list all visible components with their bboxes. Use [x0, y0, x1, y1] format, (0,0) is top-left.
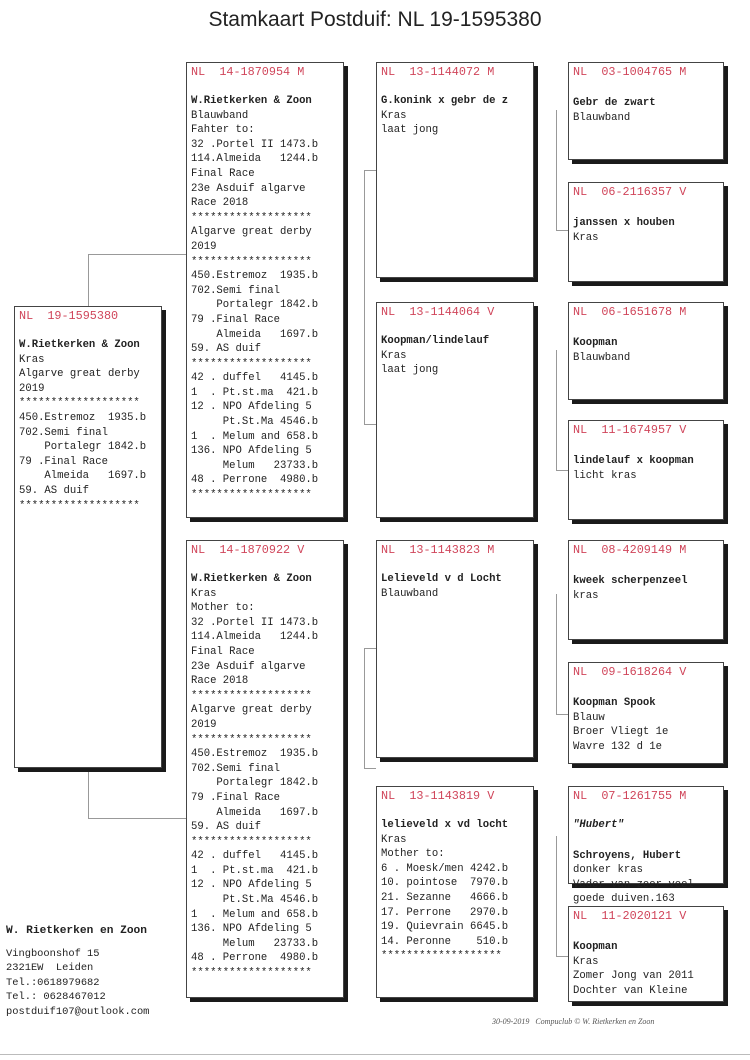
card-line: Mother to: — [381, 848, 445, 861]
nickname: "Hubert" — [573, 819, 624, 831]
card-line: ******************* — [381, 950, 502, 963]
card-line: 702.Semi final — [191, 762, 281, 775]
card-line: Wavre 132 d 1e — [573, 740, 663, 753]
connector — [556, 956, 568, 957]
card-line: 450.Estremoz 1935.b — [191, 748, 319, 761]
card-line: 1 . Melum and 658.b — [191, 430, 319, 443]
card-line: ******************* — [191, 489, 312, 502]
card-line: Kras — [381, 833, 407, 846]
card-line: Mother to: — [191, 602, 255, 615]
card-line: Portalegr 1842.b — [19, 441, 147, 454]
ring-number: NL 03-1004765 M — [573, 65, 687, 79]
connector — [556, 714, 568, 715]
pigeon-card-mother — [186, 540, 344, 998]
ring-number: NL 06-2116357 V — [573, 185, 687, 199]
card-line: 114.Almeida 1244.b — [191, 153, 319, 166]
card-line: Race 2018 — [191, 197, 249, 210]
pigeon-card-fmm — [568, 420, 724, 520]
connector — [364, 424, 376, 425]
card-line: 12 . NPO Afdeling 5 — [191, 401, 312, 414]
card-line: 32 .Portel II 1473.b — [191, 138, 319, 151]
pigeon-card-mf — [376, 540, 534, 758]
owner-name: Koopman — [573, 941, 618, 953]
card-line: Almeida 1697.b — [19, 470, 147, 483]
owner-name: kweek scherpenzeel — [573, 575, 688, 587]
card-line: ******************* — [191, 733, 312, 746]
connector — [88, 254, 89, 310]
card-line: 136. NPO Afdeling 5 — [191, 923, 312, 936]
pigeon-card-mmm — [568, 906, 724, 1002]
card-line: Melum 23733.b — [191, 459, 319, 472]
card-line: goede duiven.163 — [573, 893, 675, 906]
breeder-email: postduif107@outlook.com — [6, 1005, 150, 1018]
card-line: Melum 23733.b — [191, 937, 319, 950]
card-line: Kras — [381, 109, 407, 122]
card-line: Kras — [191, 587, 217, 600]
pigeon-card-mm — [376, 786, 534, 998]
page-title: Stamkaart Postduif: NL 19-1595380 — [208, 8, 542, 31]
card-line: 23e Asduif algarve — [191, 660, 306, 673]
card-line: Blauw — [573, 711, 605, 724]
breeder-street: Vingboonshof 15 — [6, 947, 100, 960]
card-line: 1 . Pt.st.ma 421.b — [191, 864, 319, 877]
card-line: 48 . Perrone 4980.b — [191, 474, 319, 487]
connector — [556, 470, 568, 471]
ring-number: NL 06-1651678 M — [573, 305, 687, 319]
pigeon-card-subject — [14, 306, 162, 768]
card-line: ******************* — [191, 835, 312, 848]
connector — [364, 768, 376, 769]
connector — [556, 350, 557, 470]
card-line: 1 . Melum and 658.b — [191, 908, 319, 921]
connector — [556, 836, 557, 956]
breeder-name: W. Rietkerken en Zoon — [6, 925, 147, 937]
pigeon-card-mff — [568, 540, 724, 640]
card-line: 450.Estremoz 1935.b — [191, 270, 319, 283]
pigeon-card-ffm — [568, 182, 724, 282]
card-line: Kras — [19, 353, 45, 366]
card-line: ******************* — [191, 967, 312, 980]
card-line: 2019 — [191, 718, 217, 731]
pigeon-card-father — [186, 62, 344, 518]
card-line: Blauwband — [573, 111, 631, 124]
ring-number: NL 13-1144072 M — [381, 65, 495, 79]
card-line: Almeida 1697.b — [191, 806, 319, 819]
card-line: 19. Quievrain 6645.b — [381, 921, 509, 934]
owner-name: lindelauf x koopman — [573, 455, 694, 467]
owner-name: W.Rietkerken & Zoon — [19, 339, 140, 351]
breeder-address — [6, 924, 149, 1020]
owner-name: Koopman/lindelauf — [381, 335, 490, 347]
card-line: 702.Semi final — [191, 284, 281, 297]
card-line: 59. AS duif — [191, 343, 261, 356]
card-line: Blauwband — [381, 587, 439, 600]
owner-name: W.Rietkerken & Zoon — [191, 95, 312, 107]
card-line: ******************* — [191, 689, 312, 702]
pigeon-card-fff — [568, 62, 724, 160]
owner-name: G.konink x gebr de z — [381, 95, 509, 107]
ring-number: NL 14-1870922 V — [191, 543, 305, 557]
card-line: Blauwband — [573, 351, 631, 364]
card-line: laat jong — [381, 364, 439, 377]
ring-number: NL 07-1261755 M — [573, 789, 687, 803]
card-line: 42 . duffel 4145.b — [191, 372, 319, 385]
card-line: 42 . duffel 4145.b — [191, 850, 319, 863]
bottom-divider — [0, 1054, 750, 1055]
card-line: Almeida 1697.b — [191, 328, 319, 341]
card-line: Dochter van Kleine — [573, 984, 688, 997]
card-line: Portalegr 1842.b — [191, 777, 319, 790]
connector — [364, 170, 376, 171]
card-line: Broer Vliegt 1e — [573, 726, 669, 739]
card-line: ******************* — [191, 211, 312, 224]
card-line: 450.Estremoz 1935.b — [19, 411, 147, 424]
owner-name: Koopman — [573, 337, 618, 349]
connector — [556, 230, 568, 231]
card-line: laat jong — [381, 124, 439, 137]
owner-name: Koopman Spook — [573, 697, 656, 709]
card-line: 17. Perrone 2970.b — [381, 906, 509, 919]
card-line: 136. NPO Afdeling 5 — [191, 445, 312, 458]
ring-number: NL 08-4209149 M — [573, 543, 687, 557]
connector — [88, 254, 188, 255]
breeder-phone-2: Tel.: 0628467012 — [6, 991, 106, 1004]
ring-number: NL 11-2020121 V — [573, 909, 687, 923]
card-line: 702.Semi final — [19, 426, 109, 439]
card-line: 23e Asduif algarve — [191, 182, 306, 195]
connector — [364, 648, 376, 649]
card-line: ******************* — [19, 397, 140, 410]
pigeon-card-mfm — [568, 662, 724, 764]
card-line: Final Race — [191, 167, 255, 180]
card-line: 10. pointose 7970.b — [381, 877, 509, 890]
card-line: Kras — [381, 349, 407, 362]
card-line: 21. Sezanne 4666.b — [381, 891, 509, 904]
ring-number: NL 11-1674957 V — [573, 423, 687, 437]
connector — [364, 170, 365, 424]
card-line: 59. AS duif — [191, 821, 261, 834]
card-line: Algarve great derby — [191, 704, 312, 717]
footer-credit: 30-09-2019 Compuclub © W. Rietkerken en Zoon — [492, 1017, 655, 1026]
owner-name: W.Rietkerken & Zoon — [191, 573, 312, 585]
connector — [88, 768, 89, 818]
card-line: ******************* — [191, 357, 312, 370]
breeder-phone-1: Tel.:0618979682 — [6, 976, 100, 989]
card-line: licht kras — [573, 469, 637, 482]
card-line: 1 . Pt.st.ma 421.b — [191, 386, 319, 399]
card-line: ******************* — [191, 255, 312, 268]
pigeon-card-ff — [376, 62, 534, 278]
ring-number: NL 19-1595380 — [19, 309, 119, 323]
card-line: 32 .Portel II 1473.b — [191, 616, 319, 629]
owner-name: janssen x houben — [573, 217, 675, 229]
breeder-city: 2321EW Leiden — [6, 962, 94, 975]
card-line: ******************* — [19, 499, 140, 512]
card-line: 14. Peronne 510.b — [381, 935, 509, 948]
card-line: 59. AS duif — [19, 484, 89, 497]
card-line: Kras — [573, 955, 599, 968]
card-line: Zomer Jong van 2011 — [573, 970, 694, 983]
pigeon-card-fm — [376, 302, 534, 518]
owner-name: lelieveld x vd locht — [381, 819, 509, 831]
card-line: 6 . Moesk/men 4242.b — [381, 862, 509, 875]
card-line: donker kras — [573, 864, 643, 877]
card-line: 79 .Final Race — [19, 455, 109, 468]
card-line: Pt.St.Ma 4546.b — [191, 894, 319, 907]
card-line: 48 . Perrone 4980.b — [191, 952, 319, 965]
card-line: 79 .Final Race — [191, 313, 281, 326]
card-line: Vader van zeer veel — [573, 878, 694, 891]
card-line: Portalegr 1842.b — [191, 299, 319, 312]
card-line: Kras — [573, 231, 599, 244]
pigeon-card-fmf — [568, 302, 724, 400]
card-line: Fahter to: — [191, 124, 255, 137]
card-line: kras — [573, 589, 599, 602]
card-line: 114.Almeida 1244.b — [191, 631, 319, 644]
card-line: Blauwband — [191, 109, 249, 122]
owner-name: Gebr de zwart — [573, 97, 656, 109]
ring-number: NL 14-1870954 M — [191, 65, 305, 79]
card-line: 79 .Final Race — [191, 791, 281, 804]
owner-name: Lelieveld v d Locht — [381, 573, 502, 585]
card-line: Algarve great derby — [19, 368, 140, 381]
card-line: Final Race — [191, 645, 255, 658]
card-line: Pt.St.Ma 4546.b — [191, 416, 319, 429]
owner-name: Schroyens, Hubert — [573, 849, 682, 862]
connector — [364, 648, 365, 768]
connector — [556, 594, 557, 714]
ring-number: NL 13-1143819 V — [381, 789, 495, 803]
card-line: Race 2018 — [191, 675, 249, 688]
ring-number: NL 09-1618264 V — [573, 665, 687, 679]
card-line: Algarve great derby — [191, 226, 312, 239]
card-line: 2019 — [19, 382, 45, 395]
pigeon-card-mmf — [568, 786, 724, 906]
connector — [88, 818, 188, 819]
card-line: 2019 — [191, 240, 217, 253]
card-line: 12 . NPO Afdeling 5 — [191, 879, 312, 892]
ring-number: NL 13-1143823 M — [381, 543, 495, 557]
ring-number: NL 13-1144064 V — [381, 305, 495, 319]
connector — [556, 110, 557, 230]
